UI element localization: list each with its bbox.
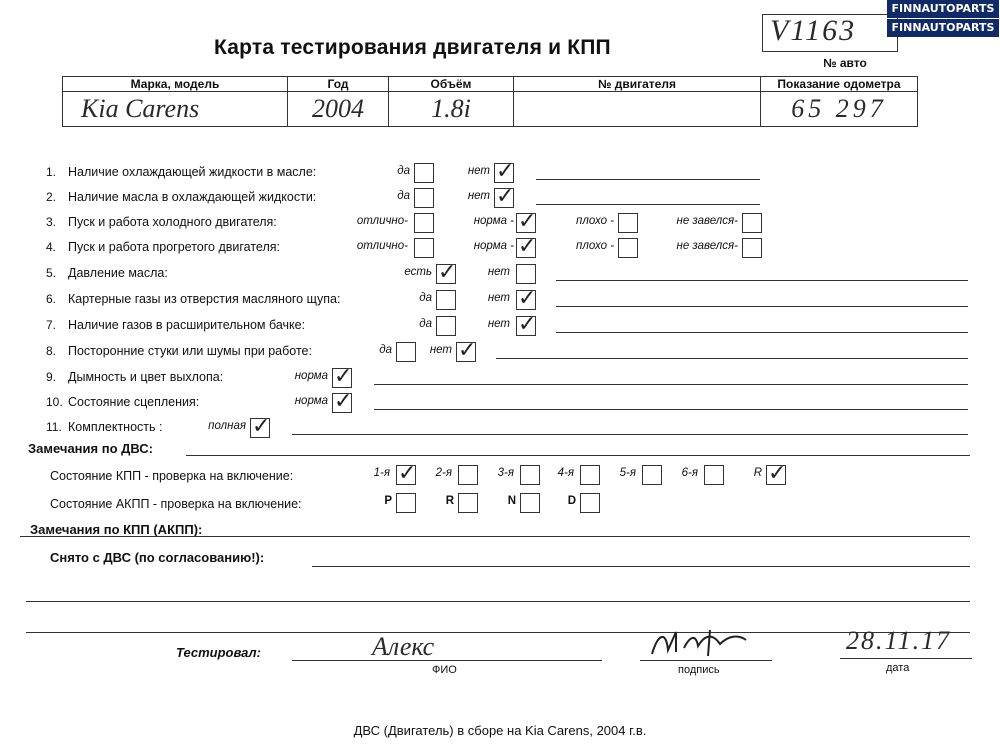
col-volume: Объём [389,77,514,92]
option-checkbox[interactable] [414,163,434,183]
option-label: да [397,190,410,202]
option-checkbox[interactable] [332,389,353,414]
car-number-label: № авто [823,56,867,70]
option-checkbox[interactable] [250,414,271,439]
option-label: норма - [473,215,514,227]
option-checkbox[interactable] [494,184,515,209]
col-odometer: Показание одометра [761,77,918,92]
gear-checkbox[interactable] [396,461,417,486]
gear-checkbox[interactable] [642,465,662,485]
brand-stamp: FINNAUTOPARTS [887,0,999,18]
option-label: полная [208,420,246,432]
item-number: 10. [46,395,63,409]
option-checkbox[interactable] [436,316,456,336]
item-label: Комплектность : [68,420,163,434]
blank-line-1 [26,601,970,602]
remarks-kpp-line [20,536,970,537]
item-notes-line [556,306,968,307]
item-number: 7. [46,318,57,332]
gear-label: 5-я [619,467,636,479]
check-mark-icon: ✓ [518,312,537,337]
item-notes-line [374,384,968,385]
check-mark-icon: ✓ [518,209,537,234]
tested-label: Тестировал: [176,645,261,660]
option-label: да [397,165,410,177]
option-label: нет [467,165,490,177]
gear-label: P [384,495,392,507]
item-label: Наличие масла в охлаждающей жидкости: [68,190,317,204]
option-label: да [419,292,432,304]
gear-checkbox[interactable] [580,465,600,485]
gear-label: 3-я [497,467,514,479]
header-table [62,76,918,127]
page-title: Карта тестирования двигателя и КПП [214,36,611,59]
check-mark-icon: ✓ [496,159,515,184]
item-notes-line [536,179,760,180]
gear-label: 4-я [557,467,574,479]
signature-image [646,626,766,662]
gear-checkbox[interactable] [520,493,540,513]
gear-checkbox[interactable] [396,493,416,513]
gear-label: R [753,467,762,479]
option-checkbox[interactable] [516,312,537,337]
gear-checkbox[interactable] [580,493,600,513]
item-number: 11. [46,420,62,434]
item-number: 4. [46,240,57,254]
option-label: нет [487,266,510,278]
gear-label: 2-я [435,467,452,479]
sign-line [640,660,772,661]
option-checkbox[interactable] [516,209,537,234]
check-mark-icon: ✓ [334,389,353,414]
value-odometer: 65 297 [761,92,918,127]
item-label: Наличие газов в расширительном бачке: [68,318,306,332]
option-label: отлично- [356,215,408,227]
page-caption: ДВС (Двигатель) в сборе на Kia Carens, 2004 г.в. [353,723,647,738]
option-label: нет [487,318,510,330]
check-mark-icon: ✓ [438,260,457,285]
fio-line [292,660,602,661]
gear-label: R [445,495,454,507]
option-label: да [379,344,392,356]
gear-checkbox[interactable] [520,465,540,485]
value-volume: 1.8i [389,92,514,127]
option-label: нет [467,190,490,202]
option-checkbox[interactable] [494,159,515,184]
col-model: Марка, модель [63,77,288,92]
item-label: Пуск и работа холодного двигателя: [68,215,277,229]
option-checkbox[interactable] [516,234,537,259]
date-line [840,658,972,659]
option-label: да [419,318,432,330]
option-label: плохо - [576,240,614,252]
item-label: Дымность и цвет выхлопа: [68,370,224,384]
item-notes-line [292,434,968,435]
sign-caption: подпись [678,664,720,676]
check-mark-icon: ✓ [334,364,353,389]
check-mark-icon: ✓ [398,461,417,486]
date-value: 28.11.17 [846,626,952,655]
gear-checkbox[interactable] [704,465,724,485]
brand-stamp-2: FINNAUTOPARTS [887,19,999,37]
item-label: Пуск и работа прогретого двигателя: [68,240,280,254]
removed-label: Снято с ДВС (по согласованию!): [50,550,265,565]
item-notes-line [496,358,968,359]
option-checkbox[interactable] [516,264,536,284]
remarks-kpp-label: Замечания по КПП (АКПП): [30,522,203,537]
value-year: 2004 [288,92,389,127]
option-label: норма - [473,240,514,252]
fio-value: Алекс [372,632,435,661]
date-caption: дата [886,662,910,674]
gear-label: D [567,495,576,507]
gear-checkbox[interactable] [458,493,478,513]
option-checkbox[interactable] [414,213,434,233]
fio-caption: ФИО [432,664,457,676]
remarks-engine-label: Замечания по ДВС: [28,441,153,456]
item-number: 9. [46,370,57,384]
item-notes-line [374,409,968,410]
option-label: не завелся- [676,240,738,252]
option-label: отлично- [356,240,408,252]
item-label: Наличие охлаждающей жидкости в масле: [68,165,317,179]
option-checkbox[interactable] [456,338,477,363]
option-label: плохо - [576,215,614,227]
item-label: Картерные газы из отверстия масляного щупа: [68,292,341,306]
check-mark-icon: ✓ [518,286,537,311]
item-notes-line [536,204,760,205]
gear-checkbox[interactable] [458,465,478,485]
item-notes-line [556,332,968,333]
remarks-engine-line [186,455,970,456]
option-label: есть [404,266,432,278]
option-label: норма [294,370,328,382]
value-engine-no [514,92,761,127]
item-notes-line [556,280,968,281]
item-label: Состояние сцепления: [68,395,200,409]
option-checkbox[interactable] [436,260,457,285]
gear-label: 1-я [373,467,390,479]
option-checkbox[interactable] [414,188,434,208]
check-mark-icon: ✓ [768,461,787,486]
option-label: нет [487,292,510,304]
gear-label: N [507,495,516,507]
removed-line [312,566,970,567]
option-checkbox[interactable] [742,213,762,233]
blank-line-2 [26,632,970,633]
option-label: норма [294,395,328,407]
value-model: Kia Carens [63,92,288,127]
item-number: 3. [46,215,57,229]
item-number: 8. [46,344,57,358]
option-checkbox[interactable] [516,286,537,311]
check-mark-icon: ✓ [518,234,537,259]
option-checkbox[interactable] [742,238,762,258]
akpp-label: Состояние АКПП - проверка на включение: [50,497,302,511]
item-number: 1. [46,165,57,179]
col-engine-no: № двигателя [514,77,761,92]
option-checkbox[interactable] [414,238,434,258]
item-number: 6. [46,292,57,306]
item-label: Посторонние стуки или шумы при работе: [68,344,312,358]
gear-checkbox[interactable] [766,461,787,486]
check-mark-icon: ✓ [458,338,477,363]
option-label: не завелся- [676,215,738,227]
item-label: Давление масла: [68,266,168,280]
car-number-value: V1163 [770,14,857,47]
option-checkbox[interactable] [618,238,638,258]
item-number: 2. [46,190,57,204]
check-mark-icon: ✓ [496,184,515,209]
option-checkbox[interactable] [332,364,353,389]
gear-label: 6-я [681,467,698,479]
option-label: нет [429,344,452,356]
check-mark-icon: ✓ [252,414,271,439]
col-year: Год [288,77,389,92]
option-checkbox[interactable] [396,342,416,362]
kpp-label: Состояние КПП - проверка на включение: [50,469,294,483]
item-number: 5. [46,266,57,280]
option-checkbox[interactable] [436,290,456,310]
option-checkbox[interactable] [618,213,638,233]
